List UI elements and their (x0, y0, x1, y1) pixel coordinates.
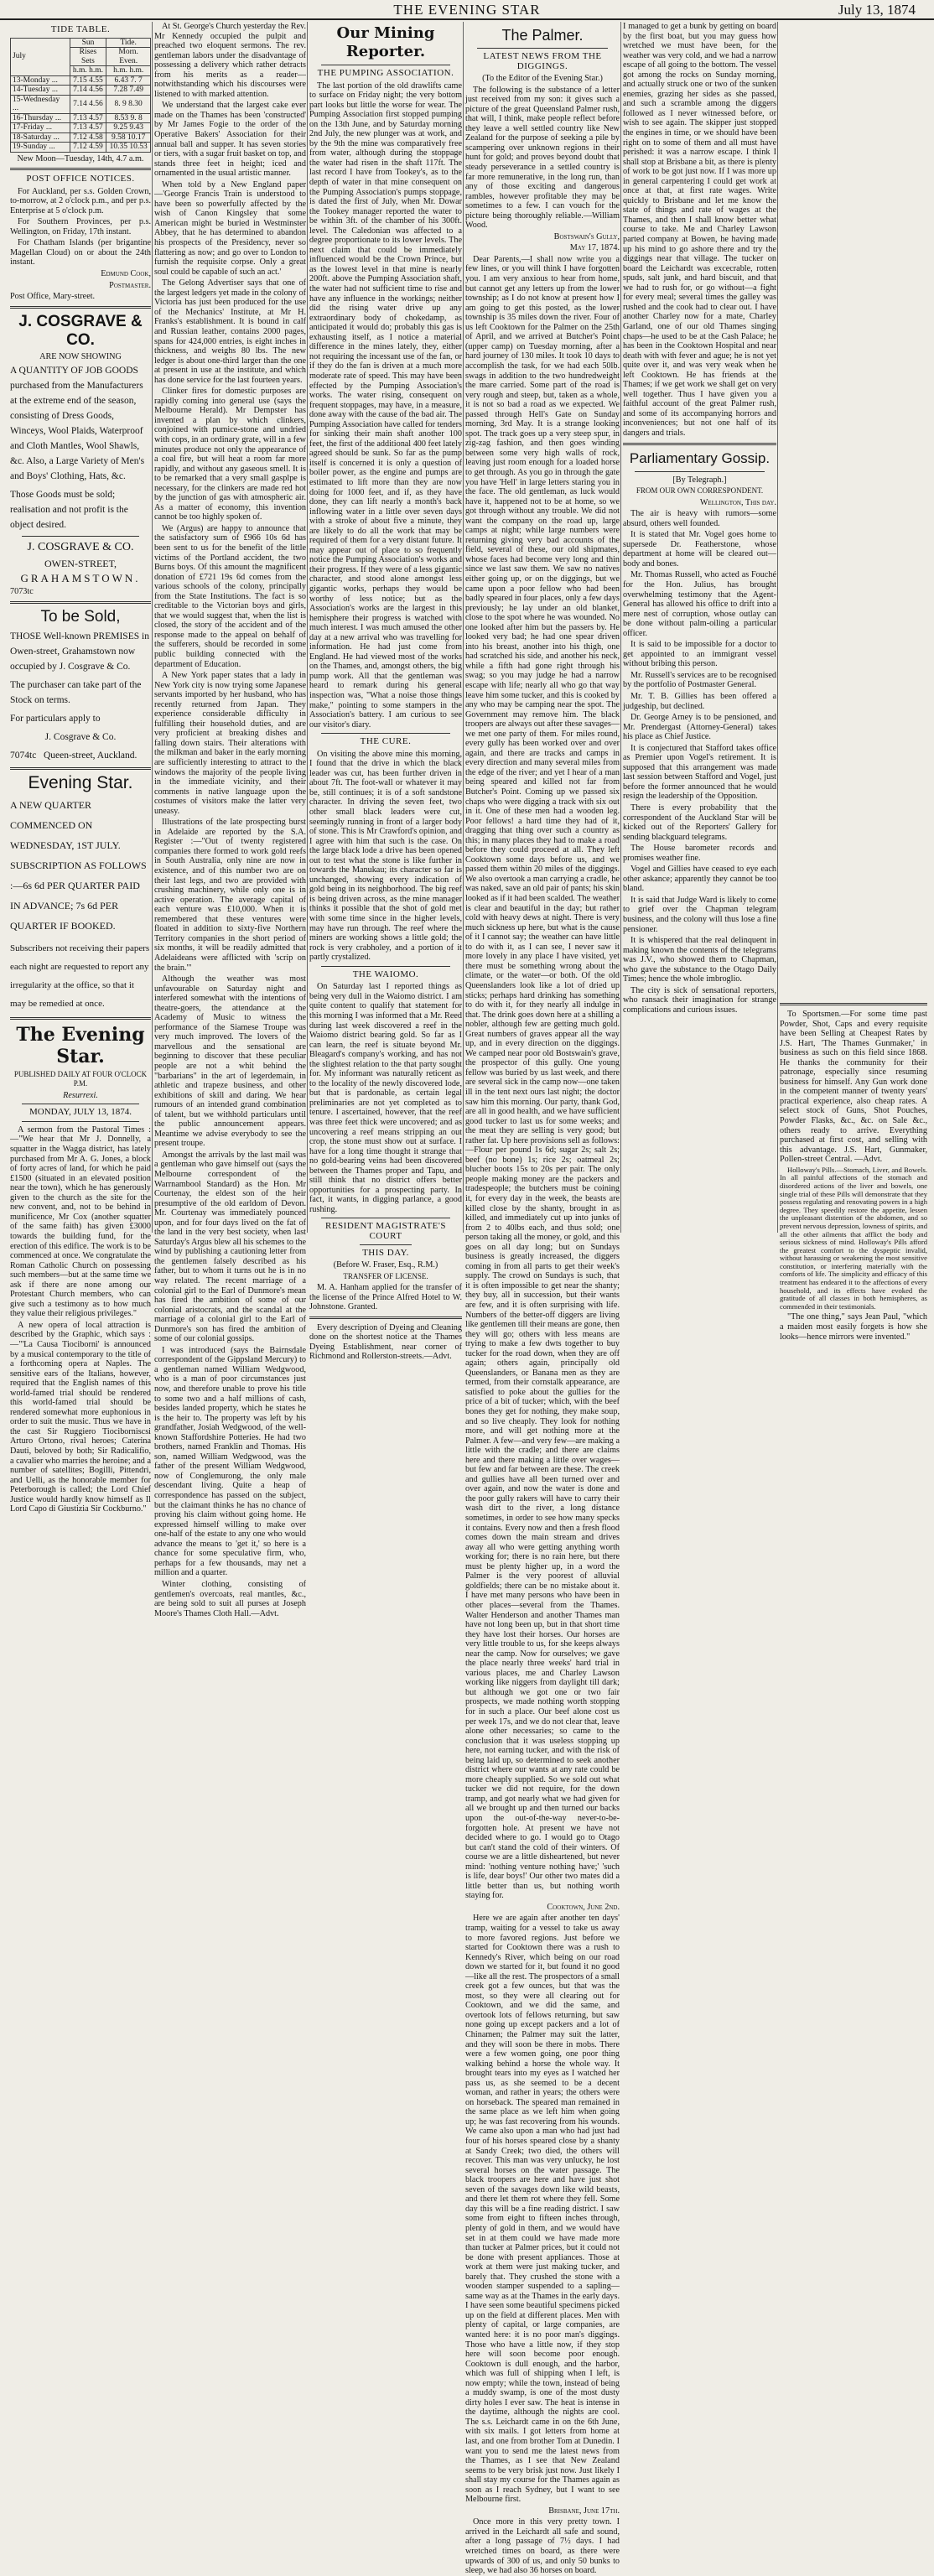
cosgrave-street: OWEN-STREET, (44, 558, 117, 570)
divider (635, 471, 765, 472)
column-rule (620, 22, 621, 1233)
to-be-sold-advert (10, 629, 151, 763)
tide-col-morn-even: Morn. Even. (106, 48, 151, 66)
tide-tide: 8. 9 8.30 (106, 95, 151, 113)
gossip-place: Wellington, This day. (699, 497, 776, 507)
tide-sun: 7.13 4.57 (70, 123, 106, 133)
letter-place: Cooktown, June 2nd. (547, 1902, 620, 1912)
sold-address: Queen-street, Auckland. (43, 750, 138, 761)
story-paragraph: We (Argus) are happy to announce that the satisfactory sum of £966 10s 6d has been sent to us for the benefit of the little victims of the Portland accident, the two Burns boys. Of this amount the magnificent donation of £721 19s 6d comes from the various schools of the colony, principally from the State Institutions. The fact is so creditable to the Victorian boys and girls, that we would suggest that, when the list is closed, the story of the accident and of the response made to the appeal on behalf of the sufferers, should be recorded in some public building connected with the department of Education. (154, 523, 306, 669)
story-paragraph: Winter clothing, consisting of gentlemen's overcoats, real mantles, &c., are being sold to suit all purses at Joseph Moore's Thames Cloth Hall.—Advt. (154, 1579, 306, 1618)
letter-date: May 17, 1874. (569, 243, 620, 253)
column-rule (463, 22, 464, 1233)
divider (780, 1003, 927, 1005)
gossip-item: Mr. T. B. Gillies has been offered a judgeship, but declined. (623, 692, 776, 711)
tide-day: 19-Sunday ... (11, 143, 70, 153)
paper-motto: Resurrexi. (63, 1090, 98, 1100)
court-transfer: TRANSFER OF LICENSE. (343, 1271, 428, 1280)
letter-place: Bostswain's Gully, (553, 231, 620, 242)
tide-sun: 7.14 4.56 (70, 86, 106, 96)
quote-paragraph: "The one thing," says Jean Paul, "which a maiden most easily forgets is how she looks—hence mirrors were invented." (780, 1312, 927, 1342)
sold-text: The purchaser can take part of the Stock on terms. (10, 679, 142, 705)
story-paragraph: A new opera of local attraction is described by the Graphic, which says :—"'La Causa Tiociborni' is announced by a musical contemporary to the title of a forthcoming opera at Naples. The sensitive ears of the Italians, however, required that the English names of this world-famed trial should be rendered this world-famed trial should be rendered somewhat more euphonious in order to suit the music. Thus we have in the cast Sir Ruggiero Tiociborniscsi Arturo Ortono, rival heroes; Caterina Dauti, beloved by both; Sir Radicalifio, a cavalier who marries the heroine; and a number of satellites; Bogilli, Pittendri, and Uelli, as the honorable member for Peterborough is called; the Lord Chief Justice would hardly know himself as Il Lord Capo di Giustizia Sir Cockburno." (10, 1320, 151, 1514)
gossip-item: It is said that Judge Ward is likely to come to grief over the Chapman telegram business, and the colony will thus lose a fine pensioner. (623, 895, 776, 934)
divider (623, 443, 776, 445)
palmer-editor: (To the Editor of the Evening Star.) (482, 74, 603, 84)
column-rule (152, 22, 153, 1233)
gossip-item: The city is sick of sensational reporters, who ransack their imagination for strange complications and curious issues. (623, 985, 776, 1015)
sold-address-line (10, 748, 151, 763)
tide-sun: 7.15 4.55 (70, 75, 106, 86)
table-row (11, 95, 151, 113)
column-4 (465, 22, 620, 2576)
story-paragraph: Illustrations of the late prospecting burst in Adelaide are reported by the S.A. Register :—"Out of twenty registered companies there formed to work gold reefs in South Australia, only nine are now in existence, and of this number two are on their last legs, and two are provided with crushing machinery, while only one is in active operation. The average capital of each venture was £10,000. When it is remembered that these ventures were floated in addition to sixty-five Northern Territory companies in the short period of six months, it will be readily admitted that Adelaideans were afflicted with 'scrip on the brain.'" (154, 818, 306, 973)
divider (10, 767, 151, 770)
moon-phase: New Moon—Tuesday, 14th, 4.7 a.m. (17, 153, 144, 164)
pumping-title: THE PUMPING ASSOCIATION. (317, 68, 454, 78)
tide-day: 16-Thursday ... (11, 113, 70, 123)
to-be-sold-heading: To be Sold, (40, 607, 121, 626)
divider (321, 966, 450, 967)
court-text: M. A. Hanham applied for the transfer of the license of the Prince Alfred Hotel to W. Johnstone. Granted. (309, 1283, 462, 1312)
tide-day: 17-Friday ... (11, 123, 70, 133)
masthead-date: July 13, 1874 (838, 2, 916, 18)
tide-tide: 10.35 10.53 (106, 143, 151, 153)
post-notice: For Chatham Islands (per brigantine Magellan Cloud) on or about the 24th instant. (10, 238, 151, 267)
gossip-title: Parliamentary Gossip. (629, 449, 771, 466)
gossip-item: Mr. Russell's services are to be recognised by the portfolio of Postmaster General. (623, 670, 776, 690)
story-paragraph: The Gelong Advertiser says that one of the largest ledgers yet made in the colony of Victoria has just been produced for the use of the Mechanics' Institute, at Mr H. Franks's establishment. It is bound in calf and Russian leather, contains 2000 pages, spans for 424,000 entries, is eight inches in thickness, and weighs 80 lbs. The new ledger is about one-third larger than the one at present in use at the institute, and which has done service for the last fourteen years. (154, 278, 306, 385)
tide-tide: 7.28 7.49 (106, 86, 151, 96)
sold-text: For particulars apply to (10, 713, 101, 724)
waiomo-title: THE WAIOMO. (352, 969, 419, 979)
divider (10, 1017, 151, 1020)
column-6-space (780, 22, 927, 999)
paper-banner-title: The Evening Star. (16, 1023, 145, 1067)
gossip-item: It is conjectured that Stafford takes office as Premier upon Vogel's retirement. It is supposed that this arrangement was made last session between Stafford and Vogel, just before the former announced that he would resign the leadership of the Opposition. (623, 743, 776, 802)
tide-sun: 7.14 4.56 (70, 95, 106, 113)
cosgrave-text: Those Goods must be sold; realisation and not profit is the object desired. (10, 490, 128, 531)
tide-table-title: TIDE TABLE. (50, 24, 111, 34)
story-paragraph: On visiting the above mine this morning, I found that the drive in which the black leader was cut, has been further driven in about 7ft. The foot-wall or whatever it may be, still continues; it is of a soft sandstone character. In driving the seven feet, two other small black leaders were cut, seemingly running in front of a larger body of stone. This is Mr Crawford's opinion, and I agree with him that such is the case. On the large black lode a drive has been opened out to test what the stone is like further in towards the Manukau; its character so far is unchanged, showing every indication of gold being in its neighborhood. The big reef is being driven across, as the mine manager thinks it possible that the shot of gold met with some time since in the higher levels, may have run through. The reef where the miners are working shows a little gold; the rock is very crabholey, and a portion of it partly crystalized. (309, 749, 462, 963)
story-paragraph: Once more in this very pretty town. I arrived in the Leichardt all safe and sound, after a long passage of 7½ days. I had wretched times on board, as there were upwards of 300 of us, and only 50 bunks to sleep, we had also 36 horses on board. (465, 2517, 620, 2576)
gossip-item: It is whispered that the real delinquent in making known the contents of the telegrams was J.V., who showed them to Chapman, who gave the substance to the Otago Daily Times; hence the whole imbroglio. (623, 936, 776, 984)
subscription-advert (10, 795, 151, 1013)
gossip-by: [By Telegraph.] (672, 475, 727, 485)
tide-col-rises-sets: Rises Sets (70, 48, 106, 66)
cosgrave-name: J. COSGRAVE & CO. (27, 541, 134, 554)
tide-col-units: h.m. h.m. (106, 66, 151, 76)
table-row (11, 86, 151, 96)
paper-banner-sub: PUBLISHED DAILY AT FOUR O'CLOCK P.M. (13, 1069, 148, 1088)
tide-sun: 7.12 4.59 (70, 143, 106, 153)
palmer-title: The Palmer. (501, 27, 584, 44)
story-paragraph: Although the weather was most unfavourable on Saturday night and interfered somewhat with the intentions of theatre-goers, the attendance at the Academy of Music to witness the performance of the Siamese Troupe was very much improved. The lovers of the marvellous and the sensational are beginning to discover that these peculiar people are not a whit behind the "barbarians" in the art of legerdemain, in athletic and trapeze business, and other exhibitions of skill and daring. We hear rumours of an intended grand combination of talent, but we withhold particulars until the public announcement appears. Meantime we advise everybody to see the present troupe. (154, 974, 306, 1149)
gossip-from: FROM OUR OWN CORRESPONDENT. (636, 486, 764, 496)
tide-day: 18-Saturday ... (11, 132, 70, 143)
column-1 (10, 22, 151, 1514)
story-paragraph: Here we are again after another ten days' tramp, waiting for a vessel to take us away to more favored regions. Just before we started for Cooktown there was a rush to Kennedy's River, which being on our road down we started for it, but found it no good—like all the rest. The prospectors of a small creek got a few ounces, but that was the most, so they were all clearing out for Cooktown, and we did the same, and overtook lots of fellows returning, but saw none going up except packers and a lot of Chinamen; the Palmer may suit the latter, and they will soon be there in mobs. There were a few women going, one poor thing walking behind a horse the whole way. It brought tears into my eyes as I watched her pass us, as she seemed to be a decent woman, and rather in years; the others were on horseback. The speared man remained in the same place as we left him when going up; he was fast recovering from his wounds. We came also upon a man who had just had four of his horses speared close by a shanty at Sandy Creek; two died, the others will recover. This man was very unlucky, he lost several horses on the water passage. The black troopers are here and have just shot seven of the savages down like wild beasts, and there let them rot where they fell. Some day this will be a fine reading district. I saw some from eight to fifteen inches through, plenty of gold in them, and we would have set in at them could we have made more than tucker at Palmer prices, but it could not be done with present appliances. Those at work at them were just making tucker, and barely that. They crushed the stone with a wooden stamper suspended to a sapling—same way as at the Thames in the early days. I have seen some beautiful specimens picked up on the field at different places. Men with plenty of capital, or large companies, are wanted here: it is no poor man's diggings. Those who have a little now, if they stop here will soon become poor enough. Cooktown is dull enough, and the harbor, which was full of shipping when I left, is now empty; while the town, instead of being a muddy swamp, is one of the most dusty dirty holes I ever saw. The heat is intense in the daytime, although the nights are cool. The s.s. Leichardt came in on the 6th June, with six mails. I got letters from home at last, and one from brother Tom at Dunedin. I want you to send me the latest news from the Thames, as I see that New Zealand seems to be very brisk just now. Just likely I shall stay my course for the Thames again as soon as I reach Sydney, but I want to see Melbourne first. (465, 1914, 620, 2505)
divider (10, 601, 151, 604)
story-paragraph: At St. George's Church yesterday the Rev. Mr Kennedy occupied the pulpit and preached two eloquent sermons. The rev. gentleman labors under the disadvantage of possessing a delivery which rather detracts from his merits as a reader—notwithstanding which his discourses were listened to with marked attention. (154, 22, 306, 99)
post-office-title: POST OFFICE NOTICES. (26, 174, 135, 184)
story-paragraph: Amongst the arrivals by the last mail was a gentleman who gave himself out (says the Melbourne correspondent of the Warrnambool Standard) as the Hon. Mr Courtenay, the eldest son of the heir presumptive of the old earldom of Devon. Mr. Courtenay was immediately pounced upon, and for four days lived on the fat of the land in the very best society, when last Saturday's Argus blew all his schemes to the wind by publishing a cautioning letter from the gentlemen falsely described as his father, but to whom it turns out he is in no way related. The recent marriage of a colonial girl to the Earl of Dunmore's mean has fired the ambition of some of our colonial aristocrats, and the scandal at the marriage of a colonial girl to the Earl of Dunmore's son has fired the ambition of some of our colonial gossips. (154, 1150, 306, 1344)
column-5 (623, 22, 776, 1233)
table-row (11, 113, 151, 123)
cosgrave-text: A QUANTITY OF JOB GOODS purchased from the Manufacturers at the extreme end of the season, consisting of Dress Goods, Winceys, Wool Plaids, Waterproof and Cloth Mantles, Wool Shawls, &c. Also, a Large Variety of Men's and Boys' Clothing, Hats, &c. (10, 366, 145, 482)
post-notice: For Southern Provinces, per p.s. Wellington, on Friday, 17th instant. (10, 217, 151, 236)
story-paragraph: Dear Parents,—I shall now write you a few lines, or you will think I have forgotten you. I am very anxious to hear from home, but cannot get any letters up from the lower township; as I do not know at present how I am going to get this posted, as the lower township is 35 miles down the river. Four of us left Cooktown for the Palmer on the 25th of April, and we arrived at Butcher's Point (upper camp) on Tuesday morning, after a hard journey of 130 miles. It took 10 days to accomplish the task, for we had each 50lb. swags in addition to the two hundredweight the mare carried. Some part of the road is very rough and steep, but, taken as a whole, it is not so bad a road as we expected. We passed through Hell's Gate on Sunday morning, 3rd May. It is a strange looking spot. The track goes up a very steep spur, in zig-zag fashion, and then goes winding between some very high walls of rock, leaving just room enough for a loaded horse to get through. As you go in through the gate you have 'Hell' in large letters staring you in the face. The old gentleman, as luck would have it, happened not to be at home, so we got through without any trouble. We did not want the company on the road up, large camps at night; while large numbers were returning giving very bad accounts of the field, several of these, our old shipmates, whose faces had become very long and thin since we last saw them. We saw no natives either going up, or on the diggings, but we came upon a poor fellow who had been badly speared in four places, only a few days previously; he lay under an old blanket, close to the spot where he was wounded. No one looked after him but the passers by. He looked very bad; he had one spear driven into his breast, another into his thigh, one had scratched his side, and another his neck, while a fifth had gone right through his swag; so you may judge he had a narrow escape with life; nearly all who go that way leave him some tucker, and this is cooked by any who may be camping near the spot. The Government may remove him. The black troopers are always out after these savages—we met one party of them. For miles round, every gully has been worked over and over again, and there are tracks and camps in every direction and many several miles from the edge of the river; and yet I hear of a man being speared and killed not far from Butcher's Point. Coming up we passed six chaps who were digging a track with six out in it. One of these men had a wooden leg. Poor fellows! a hard time they had of it, dragging that thing over such a country as this; in many places they had to make a road before they could proceed at all. They left Cooktown some days before us, and we passed them within 20 miles of the diggings. We also overtook a man carrying a cradle, he was naked, save an old pair of pants; his skin looked as if it had been scalded. The weather is clear and beautiful in the day; but rather cold with heavy dews at night. There is very much sickness up here, but what is the cause of it I cannot say; the weather can have little to do with it, as I can see, I never saw it more lovely in any place I have visited, yet there must be something wrong about the climate, or the water—or both. Of the old Queenslanders look like a lot of dried up sticks; perhaps hard drinking has something to do with it, for they nearly all indulge in that. The drink goes down here at a shilling a nobler, although few are getting much gold. Great numbers of graves appear all the way up, and in every direction on the diggings. We camped near poor old Bostswain's grave, the prospector of this gully. One young fellow was buried by us last week, and there are several sick in the camp now—one taken ill in the tent next ours last night; the doctor saw him this morning. Our party, thank God, are all in good health, and we have sufficient good tucker to last us for some weeks; and the meat they are selling is very good; but rather fat. Up here provisions sell as follows:—Flour per pound 1s 6d; sugar 2s; salt 2s; beef (no bone) 1s; rice 2s; oatmeal 2s; blucher boots 15s to 20s per pair. The only people making money are the packers and tradespeople; the butchers must be coining it, for every day in the week, the beasts are killed close by the shanty, brought in as killed, and immediately cut up into junks of from 2 to 40lbs each, and thus sold; one person taking all the money, or gold, and this goes on all day long; but on Sundays business is greatly increased, the diggers coming in from all parts to get their week's supply. The crowd on Sundays is such, that it is often impossible to get near the shanty; they buy, all in succession, but their wants are few, and it is often surprising with life. Numbers of the better-off diggers are living like gentlemen till their means are gone, then they will go; others with less means are trying to make a few dwts together to buy tucker for the road down, when they are off again; others again, principally old Queenslanders, or Banana men as they are termed, from their cornstalk appearance, are satisfied to poke about the gullies for the price of a bit of tucker; which, with the beef bones they get for nothing, they make soup, and so live cheaply. They look for nothing more, and will get nothing more at the Palmer. A few—and very few—are making a little with the cradle; and there are claims here and there making a little over wages—but few and far between are these. The creek and gullies have all been turned over and over again, and now the water is done and the poor gully rakers will have to carry their wash dirt to the river, a long distance sometimes, in order to see how many specks it contains. Every now and then a fresh flood comes down the main stream and drives away all who were getting anything worth working for; there is no rain here, but there must be plenty higher up, in a word the Palmer is the very poorest of alluvial goldfields; there can be no mistake about it. I have met many persons who have been in other places—several from the Thames. Walter Henderson and another Thames man have not long been up, but in that short time they have lost their horses. Our horses are very little trouble to us, for she keeps always near the camp. Now for ourselves; we gave the place nearly three weeks' hard trial in various places, me and Charley Lawson working like niggers from daylight till dark; but although we got one or two fair prospects, we made nothing worth stopping for in such a place. Our beef alone cost us per week 17s, and we do not clear that, leave alone other necessaries; so came to the conclusion that it was useless stopping up here, not earning tucker, and with the risk of being laid up, so determined to seek another district where our wants at any rate could be more cheaply supplied. So we sold out what tucker we did not require, for the down tramp, and got nearly what we had given for all we brought up and then turned our backs upon the out-of-the-way never-to-be-forgotten hole. At present we have not decided where to go. I would go to Otago but can't stand the cold of their winters. Of course we are a little disheartened, but never mind: 'nothing venture nothing have;' 'such is life, dear boys!' Our other two mates did a little better than us, but nothing worth staying for. (465, 254, 620, 1901)
tide-day: 14-Tuesday ... (11, 86, 70, 96)
tide-day: 13-Monday ... (11, 75, 70, 86)
masthead (0, 0, 934, 20)
divider (477, 48, 608, 49)
gossip-item: It is said to be impossible for a doctor to get appointed to an immigrant vessel without bribing this person. (623, 640, 776, 669)
tide-group-sun: Sun (70, 38, 106, 48)
column-3 (309, 22, 462, 1362)
ad-code: 7073tc (10, 587, 34, 597)
column-6 (780, 22, 927, 1342)
gossip-item: Vogel and Gillies have ceased to eye each other askance; apparently they cannot be too bland. (623, 865, 776, 894)
post-notice: For Auckland, per s.s. Golden Crown, to-morrow, at 2 o'clock p.m., and per p.s. Enterprise at 5 o'clock p.m. (10, 186, 151, 216)
divider (360, 1244, 412, 1245)
tide-table (10, 38, 151, 153)
post-signature: Edmund Cook, (101, 269, 151, 279)
divider (22, 1121, 139, 1122)
table-row (11, 75, 151, 86)
tide-tide: 8.53 9. 8 (106, 113, 151, 123)
table-row (11, 123, 151, 133)
story-paragraph: We understand that the largest cake ever made on the Thames has been 'constructed' by Mr James Fogie to the order of the Operative Bakers' Association for their annual ball and supper. It has seven stories or tiers, with a sugar fruit basket on top, and stands three feet in height; iced and ornamented in the usual artistic manner. (154, 101, 306, 179)
table-row (11, 132, 151, 143)
palmer-sub: LATEST NEWS FROM THE DIGGINGS. (483, 51, 602, 71)
paper-date: MONDAY, JULY 13, 1874. (29, 1107, 132, 1118)
gossip-item: There is every probability that the correspondent of the Auckland Star will be kicked out of the Reporters' Gallery for sending blackguard telegrams. (623, 803, 776, 842)
column-rule (307, 22, 308, 1233)
court-sub: THIS DAY. (362, 1247, 409, 1258)
divider (321, 733, 450, 734)
cosgrave-advert (10, 363, 151, 532)
story-paragraph: I was introduced (says the Bairnsdale correspondent of the Gippsland Mercury) to a gentleman named William Wedgwood, who is a man of poor circumstances just now, and therefore unable to prove his title to some two and a half millions of cash, besides landed property, which he states he is the heir to. The property was left by his grandfather, Josiah Wedgwood, of the well-known Staffordshire Potteries. He had two brothers, named Franklin and Thomas. His son, named William Wedgwood, was the father of the present William Wedgwood, now of Conglemurong, the only male descendant living. Quite a heap of correspondence has passed on the subject, but the claimant thinks he has no chance of proving his claim without going home. He expressed himself willing to make over one-half of the estate to any one who would advance the means to 'get it,' so here is a chance for some speculative firm, who, perhaps for a few thousands, may net a million and a quarter. (154, 1345, 306, 1578)
gossip-item: It is stated that Mr. Vogel goes home to supersede Dr. Featherstone, whose department at home will be cleared out—body and bones. (623, 530, 776, 569)
divider (309, 1317, 462, 1319)
tide-tide: 9.58 10.17 (106, 132, 151, 143)
sold-agent: J. Cosgrave & Co. (44, 731, 117, 742)
story-paragraph: Clinker fires for domestic purposes are rapidly coming into general use (says the Melbourne Herald). Mr Dempster has invented a plan by which clinkers, conjoined with pumice-stone and undried with cops, in an ordinary grate, will in a few minutes produce not only the appearance of a coal fire, but will heat a room far more rapidly, and without any gaseous smell. It is to be remarked that a very small gasplpe is necessary, for the clinkers are made red hot by the junction of gas with atmospheric air. As a matter of economy, this invention cannot be too highly spoken of. (154, 387, 306, 522)
ad-code: 7074tc (10, 750, 37, 761)
tide-day: 15-Wednesday ... (11, 95, 70, 113)
story-paragraph: When told by a New England paper—'George Francis Train is understood to have been so powerfully affected by the wish of Canon Kingsley that some American might be buried in Westminster Abbey, that he has determined to abandon his prospects of the Presidency, never so flattering as now; and go over to London to furnish the requisite corpse. Only a great soul could be capable of such an act.' (154, 179, 306, 277)
dyeing-advert: Every description of Dyeing and Cleaning done on the shortest notice at the Thames Dyeing Establishment, near corner of Richmond and Rollerston-streets.—Advt. (309, 1322, 462, 1362)
gunmaker-advert: To Sportsmen.—For some time past Powder, Shot, Caps and every requisite have been Selling at Cheapest Rates by J.S. Hart, 'The Thames Gunmaker,' in business as such on this field since 1868. He thanks the community for their patronage, especially since resuming business for himself. Any Gun work done in the competent manner of twenty years' practical experience, also cheap rates. A select stock of Guns, Shot Pouches, Powder Flasks, &c., &c. on Sale &c., others ready to arrive. Everything purchased at first cost, and selling with this advantage. J.S. Hart, Gunmaker, Pollen-street Central. —Advt. (780, 1010, 927, 1165)
letter-place: Brisbane, June 17th. (548, 2506, 620, 2516)
gossip-item: Dr. George Arney is to be pensioned, and Mr. Prendergast (Attorney-General) takes his place as Chief Justice. (623, 713, 776, 742)
cosgrave-heading: J. COSGRAVE & CO. (18, 312, 143, 349)
story-paragraph: I managed to get a bunk by getting on board by the first boat, but you may guess how wretched we must have been, for the weather was very cold, and we had a narrow escape of all going to the bottom. The vessel got among the rocks on Sunday morning, and actually struck one or two of the sunken enemies, grazing her sides as she passed, and such a scramble among the diggers followed as I never witnessed before, or wish to see again. The skipper just stopped the engines in time, or we should have been right on to some of them and all must have perished: it was a narrow escape. I think I shall stop at Brisbane a bit, as there is plenty of work to be got just now. If I was more up in general carpentering I could get work at once at that, at first rate wages. Write quickly to Brisbane and let me know the state of things and rate of wages at the Thames, and then I shall know better what course to take. Me and Charley Lawson parted company at Bowen, he having made up his mind to go ashore there and try the diggings near that village. The tucker on board the Leichardt was excecrable, rotten spuds, salt junk, and hard biscuit, and that we had to rush for, or go without—a fight for every meal; several times the galley was rushed and the cook had to clear out. I have another Charley now for a mate, Charley Garland, one of our old Thames singing chaps—he used to be at the Cash Palace; he has been in the Cooktown Hospital and near death with with fever and ague; he is not yet quite over it, and was very weak when he left Cooktown. He has friends at the Thames; if we get work we shall get on very well together. Thus I have given you a faithful account of the great Palmer rush, and some of its accompanying horrors and inconveniences; but not one half of its dangers and trials. (623, 22, 776, 438)
gossip-item: The air is heavy with rumors—some absurd, others well founded. (623, 509, 776, 528)
divider (10, 168, 151, 170)
story-paragraph: A sermon from the Pastoral Times :—"We hear that Mr J. Donnelly, a squatter in the Wagga district, has lately purchased from Mr A. G. Jones, a block of forty acres of land, for which he paid £1500 (situated in an elevated position near the town), which he has generously given to the church as the site for the new convent, and, not to be behind in munificence, Mr Cox (another squatter of the same faith) has given £3000 towards the building fund, for the erection of this edifice. The work is to be commenced at once. We congratulate the Roman Catholic Church on possessing such members—but at the same time we ask if there are none among our Protestant Church members, who can give such a testimony as to how much they value their religious privileges." (10, 1124, 151, 1319)
masthead-title: THE EVENING STAR (393, 2, 541, 18)
table-row (11, 143, 151, 153)
story-paragraph: On Saturday last I reported things as being very dull in the Waiomo district. I am quite content to qualify that statement for this morning I was informed that a Mr. Reed during last week discovered a reef in the Waiomo district bearing gold. So far as I can learn, the reef is situate beyond Mr. Bleagard's company's working, and has not the slightest relation to the that party sought for. My informant was naturally reticent as to the locality of the newly discovered lode, but that is pardonable, as certain legal preliminaries are not yet completed as to tenure. I ascertained, however, that the reef was three feet thick were uncovered; and as uncovering a reef means stripping an out crop, the stone must show out at surface. I have for a long time thought it strange that no gold-bearing veins had been discovered between the Thames proper and Tapu, and still think that no district offers better opportunities for a prospecting party. In fact, it wants, in digging parlance, a good rushing. (309, 982, 462, 1214)
gossip-item: The House barometer records and promises weather fine. (623, 844, 776, 863)
gossip-item: Mr. Thomas Russell, who acted as Fouché for the Hon. Julius, has brought overwhelming testimony that the Agent-General has allowed his office to drift into a mere nest of corruption, whose outlay can be done without palm-oiling a particular officer. (623, 570, 776, 638)
subscription-text: A NEW QUARTER COMMENCED ON WEDNESDAY, 1ST JULY. SUBSCRIPTION AS FOLLOWS :—6s 6d PER QUARTER PAID IN ADVANCE; 7s 6d PER QUARTER IF BOOKED. (10, 798, 147, 932)
story-paragraph: A New York paper states that a lady in New York city is now trying some Japanese servants imported by her husband, who has recently returned from Japan. They experience considerable difficulty in fulfilling their household duties, and are very proficient at breaking dishes and falling down stairs. Their alterations with the milkman and baker in the early morning are sufficiently interesting to attract to the windows the majority of the people living in the immediate vicinity, and their comments in native language upon the costumes of visitors make the latter very uneasy. (154, 671, 306, 816)
evening-star-heading: Evening Star. (28, 772, 133, 792)
tide-col-july: July (11, 38, 70, 75)
column-2 (154, 22, 306, 1618)
column-rule (777, 22, 778, 1233)
mining-reporter-title: Our Mining Reporter. (336, 24, 435, 60)
holloway-advert: Holloway's Pills.—Stomach, Liver, and Bowels. In all painful affections of the stomach and disordered actions of the liver and bowels, one single trial of these Pills will demonstrate that they possess regulating and renovating powers in a high degree. They speedily restore the appetite, lessen the unpleasant distention of the abdomen, and so prevent nervous depression, lowness of spirits, and all the other ailments that afflict the body and serious sickness of mind. Holloway's Pills afford the greatest comfort to the dyspeptic invalid, without harassing or weakening the most sensitive constitution, or interfering materially with the comforts of life. The simplicity and efficacy of this treatment has endeared it to the affections of every household, and its effects have evoked the gratitude of all classes in both hemispheres, as commended in their testimonials. (780, 1165, 927, 1311)
subscription-text: Subscribers not receiving their papers each night are requested to report any irregularity at the office, so that it may be remedied at once. (10, 943, 150, 1009)
court-before: (Before W. Fraser, Esq., R.M.) (333, 1260, 438, 1270)
story-paragraph: The last portion of the old drawlifts came to surface on Friday night; the very bottom part looks but little the worse for wear. The Pumping Association first stopped pumping on the 13th June, and by Saturday morning 2nd July, the new plunger was at work, and by the 9th the mine was comparatively free from water, although during the stoppage the water had risen in the shaft 117ft. The last record I have from Tookey's, as to the depth of water in that mine consequent on the Pumping Association's pumps stoppage, is dated the first of July, when Mr. Dowar the Tookey manager reported the water to be within 3ft. of the chamber of his 300ft. level. The Caledonian was affected to a degree proportionate to its lower levels. The next claim that could be immediately influenced would be the Crown Prince, but as the lowest level in that mine is nearly 200ft. above the Pumping Association shaft, the water had not sufficient time to rise and have any influence in the workings; neither did the rising water drive up any extraordinary body of chokedamp, as anticipated it would do; probably this gas is exhausting itself, as I notice a material difference in the mines lately, they, either not requiring the incessant use of the fan, or if they do the fan is driven at a much more moderate rate of speed. This may have been effected by the Pumping Association's works. The water rising, consequent on frequent stoppages, may have, in a measure, done away with the cause of the bad air. The Pumping Association have called for tenders for sinking their main shaft another 100 feet, the first of the additional 400 feet lately agreed should be sunk. So far as the pump itself is concerned it is only a question of boiler power, as the engine and pumps are estimated to lift more than they are now doing for 1000 feet, and if, as they have done, they can lift nearly a month's back inflowing water in a little over seven days with a stroke of about five a minute, they are likely to do all the work that may be required of them for a very distant future. It may appear out of place to so frequently notice the Pumping Association's works and their progress. If they were of a less gigantic character, and stood alone amongst less gigantic works, perhaps they would be worthy of less notice; but as the Association's works are the largest in this hemisphere their progress is watched with much interest. I was much amused the other day at a new arrival who was travelling for information. He had just come from England. He had viewed most of the works on the Thames, and, amongst others, the big pump work. All that the gentleman was heard to remark during his general inspection was, "What a noise those things make," pointing to some stampers in the Association's battery. I am curious to see our visitor's diary. (309, 80, 462, 730)
cosgrave-showing: ARE NOW SHOWING (39, 351, 122, 361)
tide-sun: 7.13 4.57 (70, 113, 106, 123)
tide-sun: 7.12 4.58 (70, 132, 106, 143)
tide-col-units: h.m. h.m. (70, 66, 106, 76)
cure-title: THE CURE. (360, 736, 412, 747)
sold-text: THOSE Well-known PREMISES in Owen-street, Grahamstown now occupied by J. Cosgrave & Co. (10, 631, 149, 672)
post-office-address: Post Office, Mary-street. (10, 292, 96, 302)
cosgrave-town: GRAHAMSTOWN. (20, 572, 141, 585)
tide-tide: 6.43 7. 7 (106, 75, 151, 86)
tide-group-tide: Tide. (106, 38, 151, 48)
divider (10, 306, 151, 309)
post-role: Postmaster. (109, 280, 151, 290)
palmer-intro: The following is the substance of a letter just received from my son: it gives such a picture of the great Queensland Palmer rush, that will, I think, make people reflect before they leave a well settled country like New Zealand for the purpose of seeking a pile by scampering over unknown regions in their hunt for gold; and proves beyond doubt that steady perseverance in a settled country is far more remunerative, in the long run, than any of those exciting and dangerous rambles, however profitable they may be sometimes to a few. I can vouch for the picture being thoroughly reliable.—William Wood. (465, 85, 620, 231)
court-title: RESIDENT MAGISTRATE'S COURT (325, 1221, 446, 1241)
divider (22, 536, 139, 537)
tide-tide: 9.25 9.43 (106, 123, 151, 133)
